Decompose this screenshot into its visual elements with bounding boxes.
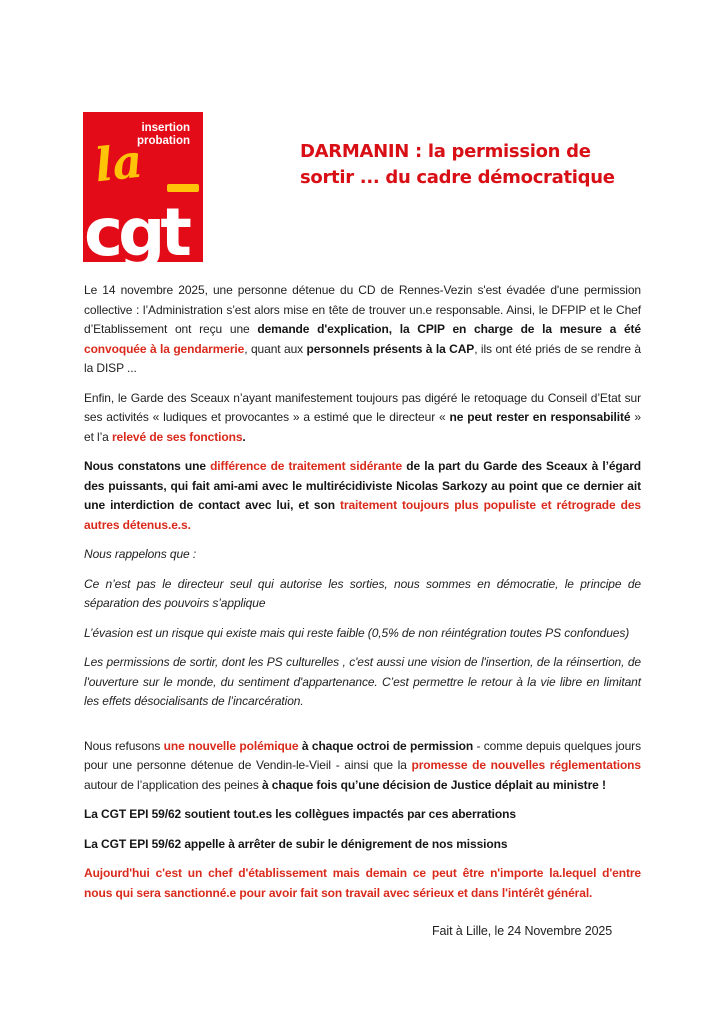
logo-sector-line1: insertion <box>141 122 190 134</box>
text-run: La CGT EPI 59/62 appelle à arrêter de subir le dénigrement de nos missions <box>84 836 508 851</box>
page-title <box>300 139 650 191</box>
text-run: , quant aux <box>244 341 307 356</box>
text-run: - comme depuis quelques jours pour une personne détenue de Vendin-le-Vieil - ainsi que la <box>84 738 641 772</box>
text-run: Enfin, le Garde des Sceaux n’ayant manifestement toujours pas digéré le retoquage du Conseil d’Etat sur ses activités « ludiques et provocantes » a estimé que le directeur « <box>84 390 641 424</box>
text-run: autour de l’application des peines <box>84 777 262 792</box>
text-run: promesse de nouvelles réglementations <box>411 758 641 772</box>
paragraph <box>84 281 641 379</box>
text-run: de la part du Garde des Sceaux à l’égard des puissants, qui fait ami-ami avec le multirécidiviste Nicolas Sarkozy au point que ce dernier ait une interdiction de contact avec lui, et son <box>84 459 641 512</box>
text-run: Nous rappelons que : <box>84 547 197 561</box>
logo-yellow-crossbar <box>167 184 199 192</box>
text-run: » et l’a <box>84 410 641 444</box>
date-place-line: Fait à Lille, le 24 Novembre 2025 <box>432 924 613 938</box>
text-run: à chaque fois qu’une décision de Justice déplait au ministre ! <box>261 777 606 792</box>
paragraph <box>84 545 641 565</box>
logo-la-script: la <box>92 133 145 193</box>
text-run: ne peut rester en responsabilité <box>449 410 631 424</box>
paragraph <box>84 624 641 644</box>
text-run: . <box>242 429 246 444</box>
text-run: à chaque octroi de permission <box>298 738 474 753</box>
text-run: convoquée à la gendarmerie <box>84 341 245 356</box>
text-run: Ce n’est pas le directeur seul qui autorise les sorties, nous sommes en démocratie, le principe de séparation des pouvoirs s’applique <box>84 576 641 610</box>
text-run: personnels présents à la CAP <box>306 341 475 356</box>
cgt-logo <box>83 112 203 271</box>
paragraph <box>84 864 641 903</box>
paragraph <box>84 575 641 614</box>
text-run: Les permissions de sortir, dont les PS culturelles , c'est aussi une vision de l'insertion, de la réinsertion, de l'ouverture sur le monde, du sentiment d'appartenance. C’est permettre le retour à la vie libre en limitant les effets désocialisants de l’incarcération. <box>84 655 641 708</box>
paragraph <box>84 805 641 825</box>
document-body <box>84 281 641 942</box>
paragraph <box>84 457 641 535</box>
page-title-line1: DARMANIN : la permission de <box>300 141 591 162</box>
logo-cgt-wordmark: cgt <box>84 194 187 271</box>
text-run: Le 14 novembre 2025, une personne détenue du CD de Rennes-Vezin s'est évadée d'une permission collective : l’Administration s’est alors mise en tête de trouver un.e responsable. Ainsi, le DFPIP et le Chef d’Etablissement ont reçu une <box>84 283 641 336</box>
text-run: Nous refusons <box>84 738 164 753</box>
text-run: traitement toujours plus populiste et rétrograde des autres détenus.e.s. <box>84 498 641 532</box>
paragraph <box>84 389 641 448</box>
logo-sector-line2: probation <box>136 134 190 147</box>
paragraph <box>84 653 641 712</box>
logo-sector-label <box>137 122 190 147</box>
text-run: différence de traitement sidérante <box>210 459 403 473</box>
text-run: une nouvelle polémique <box>163 738 299 753</box>
paragraph <box>84 835 641 855</box>
text-run: L’évasion est un risque qui existe mais qui reste faible (0,5% de non réintégration toutes PS confondues) <box>84 625 630 640</box>
text-run: , ils ont été priés de se rendre à la DISP ... <box>84 341 641 375</box>
page-title-line2: sortir ... du cadre démocratique <box>300 167 615 188</box>
text-run: relevé de ses fonctions <box>111 429 243 444</box>
text-run: La CGT EPI 59/62 soutient tout.es les collègues impactés par ces aberrations <box>84 807 516 821</box>
paragraph <box>84 737 641 796</box>
text-run: Aujourd'hui c'est un chef d'établissement mais demain ce peut être n'importe la.lequel d'entre nous qui sera sanctionné.e pour avoir fait son travail avec sérieux et dans l'intérêt général. <box>84 866 641 900</box>
text-run: Nous constatons une <box>84 459 211 473</box>
text-run: demande d'explication, la CPIP en charge de la mesure a été <box>257 322 641 336</box>
